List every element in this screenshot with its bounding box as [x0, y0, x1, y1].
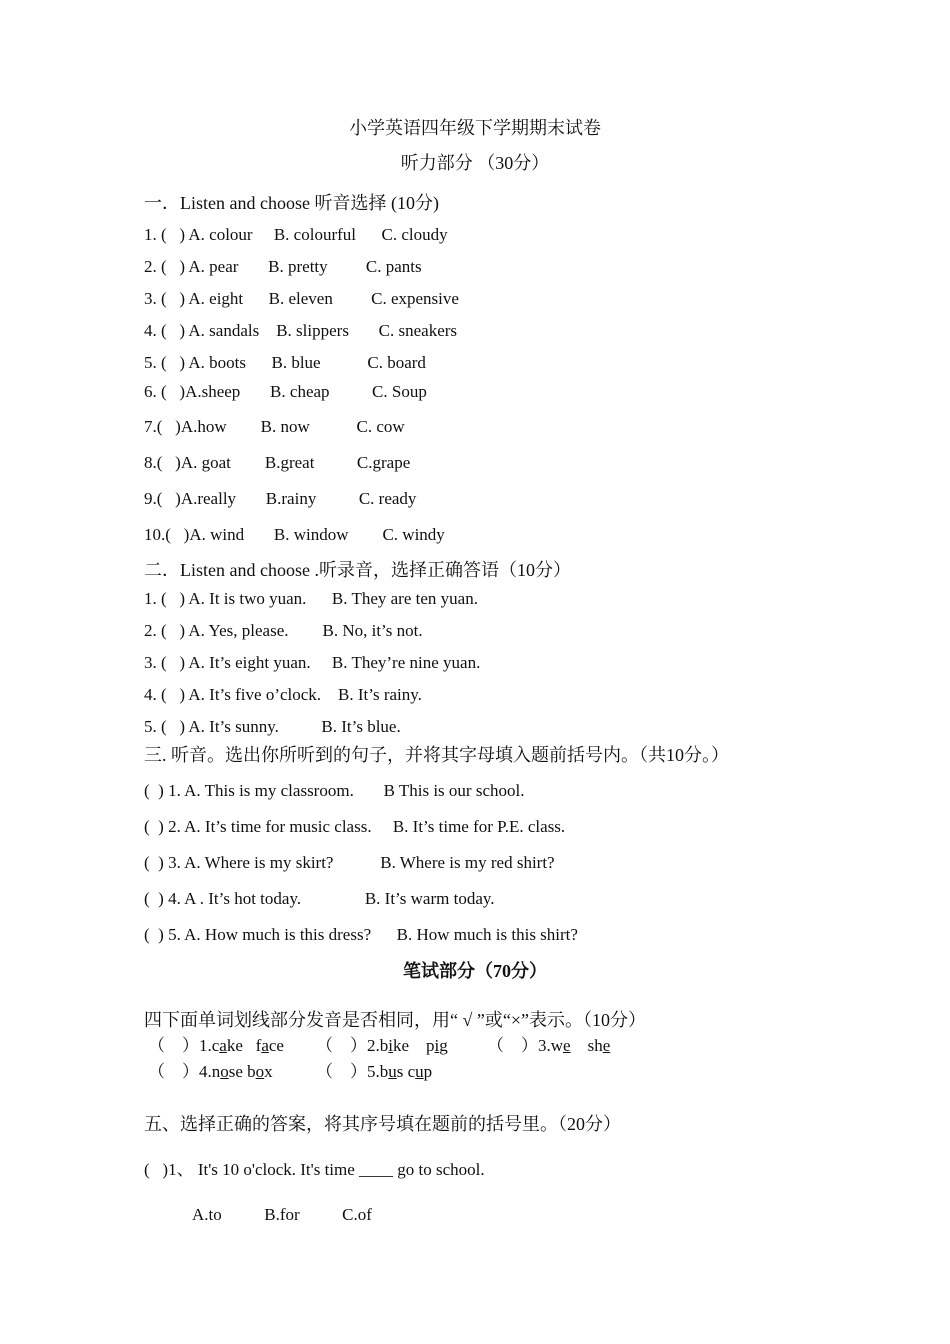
- list-item: 2. ( ) A. Yes, please. B. No, it’s not.: [144, 621, 423, 640]
- page-title: 小学英语四年级下学期期末试卷: [349, 118, 601, 138]
- list-item: 8.( )A. goat B.great C.grape: [144, 453, 411, 472]
- section5-heading: 五、选择正确的答案，将其序号填在题前的括号里。（20分）: [144, 1114, 621, 1134]
- list-item: 1. ( ) A. It is two yuan. B. They are ten yuan.: [144, 589, 478, 608]
- list-item: 4. ( ) A. sandals B. slippers C. sneakers: [144, 321, 458, 340]
- listening-subtitle: 听力部分 （30分）: [400, 153, 550, 173]
- section4-heading: 四下面单词划线部分发音是否相同，用“ √ ”或“×”表示。（10分）: [144, 1010, 646, 1030]
- list-item: 6. ( )A.sheep B. cheap C. Soup: [144, 382, 427, 401]
- list-item: 2. ( ) A. pear B. pretty C. pants: [144, 257, 422, 276]
- pronunciation-item-1: （ ）1.cake face: [148, 1036, 284, 1055]
- list-item: 3. ( ) A. It’s eight yuan. B. They’re nine yuan.: [144, 653, 481, 672]
- list-item: 4. ( ) A. It’s five o’clock. B. It’s rainy.: [144, 685, 422, 704]
- list-item: ( ) 4. A . It’s hot today. B. It’s warm today.: [144, 889, 495, 908]
- written-section-title: 笔试部分（70分）: [403, 961, 547, 981]
- list-item: ( ) 5. A. How much is this dress? B. How much is this shirt?: [144, 925, 578, 944]
- list-item: ( ) 2. A. It’s time for music class. B. It’s time for P.E. class.: [144, 817, 566, 836]
- section1-heading: 一．Listen and choose 听音选择 (10分): [144, 193, 439, 213]
- pronunciation-item-5: （ ）5.bus cup: [316, 1062, 433, 1081]
- list-item: 9.( )A.really B.rainy C. ready: [144, 489, 417, 508]
- list-item: 10.( )A. wind B. window C. windy: [144, 525, 445, 544]
- question-item: ( )1、 It's 10 o'clock. It's time ____ go to school.: [144, 1160, 485, 1179]
- section2-heading: 二．Listen and choose .听录音，选择正确答语（10分）: [144, 560, 571, 580]
- list-item: 7.( )A.how B. now C. cow: [144, 417, 405, 436]
- pronunciation-item-3: （ ）3.we she: [487, 1036, 611, 1055]
- list-item: 5. ( ) A. boots B. blue C. board: [144, 353, 426, 372]
- pronunciation-item-2: （ ）2.bike pig: [316, 1036, 448, 1055]
- list-item: 3. ( ) A. eight B. eleven C. expensive: [144, 289, 459, 308]
- list-item: ( ) 3. A. Where is my skirt? B. Where is my red shirt?: [144, 853, 555, 872]
- list-item: 1. ( ) A. colour B. colourful C. cloudy: [144, 225, 448, 244]
- question-options: A.to B.for C.of: [192, 1205, 372, 1224]
- pronunciation-item-4: （ ）4.nose box: [148, 1062, 273, 1081]
- section3-heading: 三. 听音。选出你所听到的句子，并将其字母填入题前括号内。（共10分。）: [144, 745, 729, 765]
- list-item: 5. ( ) A. It’s sunny. B. It’s blue.: [144, 717, 401, 736]
- list-item: ( ) 1. A. This is my classroom. B This is our school.: [144, 781, 525, 800]
